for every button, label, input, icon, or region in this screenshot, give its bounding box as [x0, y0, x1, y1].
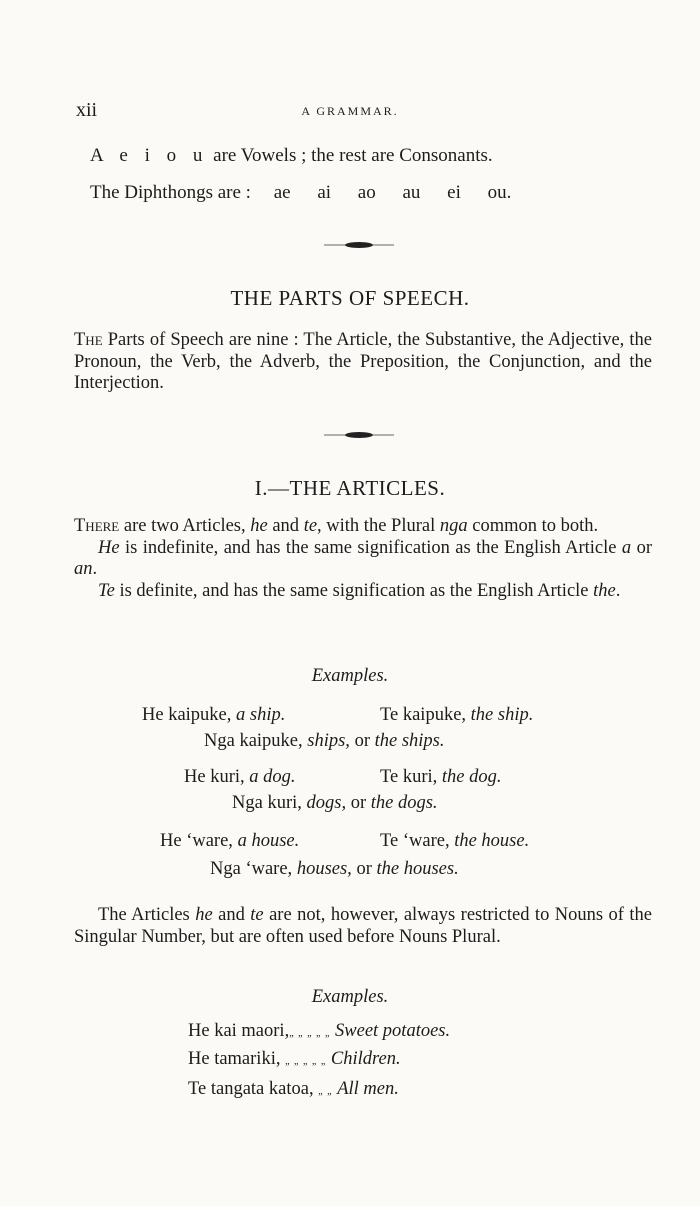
diphthong: ou.: [487, 182, 512, 203]
example-singular: [184, 767, 296, 788]
english: All men.: [337, 1079, 399, 1099]
text: and: [267, 516, 304, 536]
english: houses,: [296, 859, 352, 879]
articles-p2: [74, 538, 652, 581]
diphthong: ae: [273, 182, 291, 203]
text: , with the Plural: [317, 516, 440, 536]
english: a house.: [237, 831, 300, 851]
lead-word: The: [74, 330, 103, 350]
text: and: [212, 905, 251, 925]
maori: Te kaipuke,: [380, 705, 467, 725]
label: Examples.: [311, 666, 389, 686]
term: te: [303, 516, 318, 536]
section-title-parts-of-speech: THE PARTS OF SPEECH.: [230, 286, 470, 310]
example-definite: [380, 705, 533, 726]
articles-p4: [74, 905, 652, 948]
diphthong: ei: [447, 182, 461, 203]
text: or: [631, 537, 652, 558]
examples-label: [0, 666, 700, 687]
english: a ship.: [236, 705, 286, 725]
example-plural: [232, 793, 438, 814]
english: ships,: [307, 731, 350, 751]
parts-paragraph: [74, 330, 652, 395]
text: or: [356, 859, 372, 879]
example-singular: [160, 831, 299, 852]
articles-p1: [74, 516, 652, 538]
running-title: A GRAMMAR.: [301, 104, 399, 118]
text: .: [92, 559, 98, 579]
maori: He ‘ware,: [160, 831, 233, 851]
leader-dots: „ „: [318, 1086, 333, 1097]
text: are not, however, always restricted to Nouns of the Singular Number, but are often used before Nouns Plural.: [74, 905, 652, 947]
lead-word: There: [74, 516, 120, 536]
maori: He kuri,: [184, 767, 245, 787]
vowels-text: are Vowels ; the rest are Consonants.: [213, 145, 493, 166]
text: The Articles: [98, 905, 196, 925]
english: dogs,: [306, 793, 347, 813]
english: the ships.: [374, 731, 445, 751]
example-definite: [380, 831, 529, 852]
leader-dots: „ „ „ „ „: [289, 1028, 331, 1039]
english: the dogs.: [370, 793, 438, 813]
articles-p3: [74, 581, 652, 603]
vowels-list: A e i o u: [90, 145, 209, 166]
diphthongs-label: The Diphthongs are :: [90, 182, 251, 203]
example-plural: [210, 859, 459, 880]
term: Te: [98, 580, 115, 601]
english: the dog.: [441, 767, 502, 787]
text: are two Articles,: [119, 516, 251, 536]
term: he: [250, 516, 268, 536]
page-number: xii: [76, 99, 98, 121]
vowels-line: [90, 145, 493, 167]
term: an: [74, 559, 93, 579]
text: common to both.: [467, 516, 599, 536]
example-singular: [142, 705, 285, 726]
term: the: [593, 580, 616, 601]
english: the houses.: [376, 859, 459, 879]
text: is definite, and has the same signification as the English Article: [114, 580, 594, 601]
english: the house.: [454, 831, 530, 851]
text: or: [350, 793, 367, 813]
term: a: [621, 537, 632, 558]
plural-example-row: [188, 1049, 401, 1070]
english: a dog.: [249, 767, 296, 787]
term: nga: [439, 516, 468, 536]
term: te: [250, 905, 264, 925]
diphthong: au: [402, 182, 421, 203]
text: .: [615, 580, 621, 601]
maori: He kaipuke,: [142, 705, 232, 725]
english: Sweet potatoes.: [335, 1021, 451, 1041]
diphthong: ao: [357, 182, 376, 203]
maori: Te ‘ware,: [380, 831, 450, 851]
maori: Nga ‘ware,: [210, 859, 293, 879]
maori: He kai maori,: [188, 1021, 290, 1041]
section-title-articles: I.—THE ARTICLES.: [254, 476, 446, 500]
parts-body: Parts of Speech are nine : The Article, the Substantive, the Adjective, the Pronoun, the Verb, the Adverb, the Preposition, the Conjunction, and the Interjection.: [74, 330, 653, 393]
articles-paragraphs: [74, 516, 652, 602]
diphthong: ai: [317, 182, 332, 203]
examples-label: [0, 987, 700, 1008]
maori: Nga kaipuke,: [204, 731, 303, 751]
maori: He tamariki,: [188, 1049, 281, 1069]
text: or: [354, 731, 370, 751]
maori: Nga kuri,: [232, 793, 302, 813]
label: Examples.: [311, 987, 389, 1007]
maori: Te tangata katoa,: [188, 1079, 314, 1099]
english: the ship.: [470, 705, 534, 725]
ornament-divider: [324, 430, 394, 440]
plural-example-row: [188, 1021, 450, 1042]
leader-dots: „ „ „ „ „: [285, 1056, 327, 1067]
example-definite: [380, 767, 502, 788]
english: Children.: [330, 1049, 401, 1069]
text: is indefinite, and has the same signification as the English Article: [119, 537, 622, 558]
diphthongs-line: [90, 182, 511, 204]
maori: Te kuri,: [380, 767, 438, 787]
term: he: [195, 905, 213, 925]
example-plural: [204, 731, 445, 752]
term: He: [98, 537, 120, 558]
ornament-divider: [324, 240, 394, 250]
plural-example-row: [188, 1079, 399, 1100]
